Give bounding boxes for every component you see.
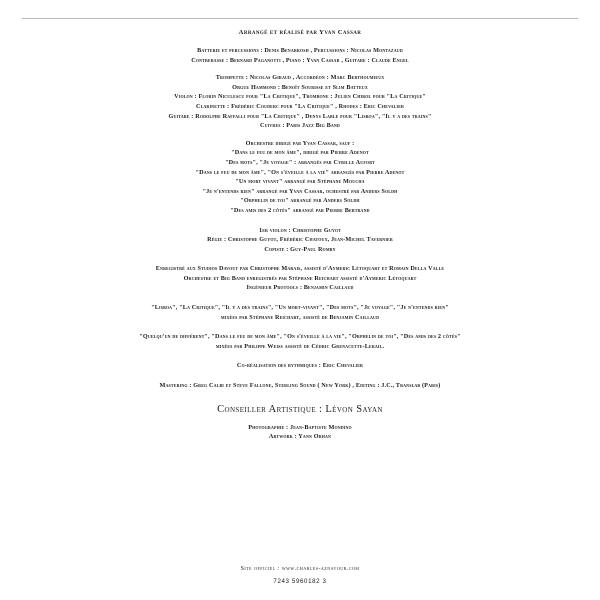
- credit-line: "Des amis des 2 côtés" arrangé par Pierre Bertrand: [230, 206, 370, 214]
- credit-line: Copiste : Guy-Paul Romby: [264, 245, 336, 253]
- arranged-by-heading: Arrangé et réalisé par Yvan Cassar: [238, 29, 362, 36]
- credit-line: "Dans le feu de mon âme", dirigé par Pierre Adenot: [231, 149, 369, 157]
- credit-line: Violon : Florin Niculescu pour "La Critique", Trombone : Julien Chirol pour "La Critique": [174, 93, 426, 101]
- credit-line: "Orphelin de toi" arrangé par Anders Soldh: [240, 197, 360, 205]
- credit-line: "Dans le feu de mon âme", "On s'éveille à la vie" arrangés par Pierre Adenot: [195, 168, 405, 176]
- page-footer: [0, 565, 600, 586]
- spacer: [22, 322, 578, 332]
- top-divider: [22, 18, 578, 19]
- spacer: [22, 131, 578, 139]
- credit-line: "Lisboa", "La Critique", "Il y a des trains", "Un mort-vivant", "Des mots", "Je voyage", "Je n'entends rien": [151, 304, 449, 312]
- credit-line: Clarinette : Frédéric Couderc pour "La Critique" , Rhodes : Eric Chevalier: [195, 102, 405, 110]
- spacer: [22, 216, 578, 226]
- credit-line: Contrebasse : Bernard Paganotti , Piano : Yvan Cassar , Guitare : Claude Engel: [191, 56, 409, 64]
- credit-line: Orchestre et Big Band enregistrés par Stéphane Reichart assisté d'Aymeric Létoquart: [183, 274, 417, 282]
- spacer: [22, 351, 578, 361]
- credit-line: "Quelqu'un de différent", "Dans le feu de mon âme", "On s'éveille à la vie", "Orphelin de toi", "Des amis des 2 côtés": [139, 333, 461, 341]
- credits-block: [22, 28, 578, 442]
- spacer: [22, 38, 578, 46]
- credit-line: Régie : Christophe Guyot, Frédéric Chatoux, Jean-Michel Tavernier: [207, 236, 393, 244]
- credit-line: Guitare : Rodolphe Raffalli pour "La Critique" , Denys Lable pour "Lisboa", "Il y a des trains": [168, 112, 432, 120]
- official-website[interactable]: Site officiel : www.charles-aznavour.com: [240, 566, 360, 572]
- credit-line: Orgue Hammond : Benoît Sourisse et Slim Batteux: [232, 83, 368, 91]
- credit-line: mixées par Stéphane Reichart, assisté de Benjamin Caillaud: [220, 313, 380, 321]
- credit-line: Enregistré aux Studios Davout par Christophe Marais, assisté d'Aymeric Létoquart et Romain Della Valle: [155, 265, 445, 273]
- credit-line: mixées par Philippe Weiss assisté de Cédric Grenacette-Lerail.: [215, 342, 385, 350]
- spacer: [22, 371, 578, 381]
- spacer: [22, 65, 578, 73]
- credit-line: Batterie et percussions : Denis Benarrosh , Percussions : Nicolas Montazaud: [197, 47, 403, 54]
- credit-line: Mastering : Greg Calbi et Steve Fallone, Sterling Sound ( New York) , Editing : J.C., Translab (Paris): [159, 382, 441, 390]
- credit-line: Photographie : Jean-Baptiste Mondino: [248, 423, 352, 431]
- credit-line: Orchestre dirigé par Yvan Cassar, sauf :: [245, 139, 355, 147]
- artistic-advisor-line: Conseiller Artistique : Lévon Sayan: [217, 403, 383, 415]
- credit-line: "Des mots", "Je voyage" : arrangés par Cyrille Aufort: [225, 158, 375, 166]
- credit-line: "Un mort vivant" arrangé par Stéphane Moucha: [235, 178, 365, 186]
- credit-line: 1er violon : Christophe Guyot: [258, 226, 342, 234]
- spacer: [22, 391, 578, 396]
- credit-line: Trompette : Nicolas Giraud , Accordéon : Marc Berthoumieux: [215, 74, 385, 82]
- credit-line: Co-réalisation des rythmiques : Eric Chevalier: [236, 362, 364, 370]
- catalog-number: 7243 5960182 3: [273, 578, 327, 585]
- credit-line: Ingénieur Protools : Benjamin Caillaud: [246, 284, 354, 292]
- credit-line: Cuivres : Paris Jazz Big Band: [260, 122, 340, 130]
- credit-line: "Je n'entends rien" arrangé par Yvan Cassar, ochestré par Anders Soldh: [202, 187, 398, 195]
- credit-line: Artwork : Yann Orhan: [268, 433, 332, 441]
- spacer: [22, 293, 578, 303]
- spacer: [22, 254, 578, 264]
